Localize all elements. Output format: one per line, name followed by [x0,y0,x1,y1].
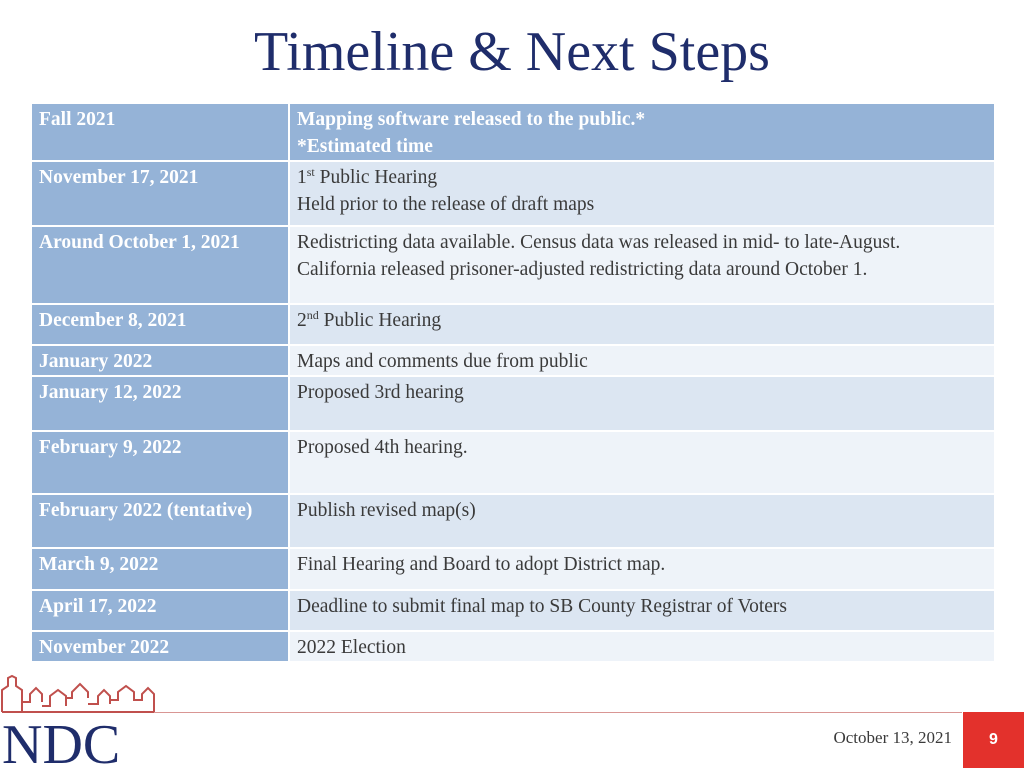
row-description: 2022 Election [289,631,995,662]
table-row [31,345,995,376]
row-date: March 9, 2022 [31,548,289,590]
table-row [31,431,995,494]
table-row [31,631,995,662]
page-number: 9 [963,712,1024,768]
slide-title: Timeline & Next Steps [254,21,770,83]
row-date: January 2022 [31,345,289,376]
row-description: Redistricting data available. Census data was released in mid- to late-August. California released prisoner-adjusted redistricting data around October 1. [289,226,995,304]
row-description: 2nd Public Hearing [289,304,995,345]
table-row [31,548,995,590]
row-description: Proposed 3rd hearing [289,376,995,431]
ndc-logo [0,668,160,768]
footer-divider [150,712,962,713]
timeline-table [30,102,996,663]
table-row [31,103,995,161]
row-date: November 17, 2021 [31,161,289,226]
table-row [31,376,995,431]
row-description: Proposed 4th hearing. [289,431,995,494]
row-description: Deadline to submit final map to SB County Registrar of Voters [289,590,995,631]
row-date: Around October 1, 2021 [31,226,289,304]
row-date: December 8, 2021 [31,304,289,345]
row-description: Final Hearing and Board to adopt District map. [289,548,995,590]
table-row [31,226,995,304]
row-date: February 2022 (tentative) [31,494,289,548]
row-description: 1st Public Hearing Held prior to the release of draft maps [289,161,995,226]
logo-text: NDC [2,714,121,768]
row-description: Publish revised map(s) [289,494,995,548]
table-row [31,590,995,631]
row-date: November 2022 [31,631,289,662]
row-description: Maps and comments due from public [289,345,995,376]
row-date: January 12, 2022 [31,376,289,431]
skyline-icon [2,676,154,712]
row-date: Fall 2021 [31,103,289,161]
row-date: April 17, 2022 [31,590,289,631]
footer-date: October 13, 2021 [833,728,952,747]
row-description: Mapping software released to the public.* *Estimated time [289,103,995,161]
row-date: February 9, 2022 [31,431,289,494]
table-row [31,304,995,345]
table-row [31,161,995,226]
table-row [31,494,995,548]
